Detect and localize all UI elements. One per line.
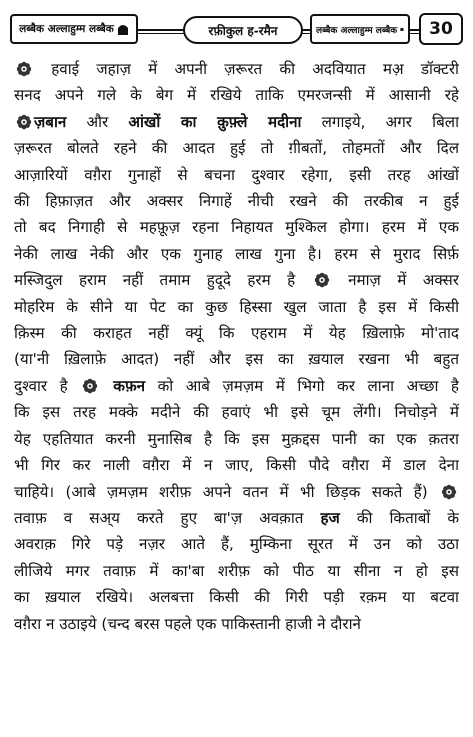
text-segment: अवराक़ गिरे पड़े नज़र आते हैं, मुम्किना सूरत में उन को उठा <box>14 535 459 554</box>
text-segment: तवाफ़ व सअ्य करते हुए बा'ज़ अवक़ात <box>14 508 321 527</box>
text-line <box>14 399 459 425</box>
page-header <box>10 10 463 50</box>
text-segment: की हिफ़ाज़त और अक्सर निगाहें नीची रखने की तरकीब न हुई <box>14 192 459 211</box>
flower-ornament-icon <box>16 114 32 130</box>
bold-term: कफ़न <box>100 376 146 395</box>
text-line <box>14 505 459 531</box>
text-line <box>14 584 459 610</box>
text-line <box>14 109 459 135</box>
header-badge-right <box>310 14 410 44</box>
text-segment: की किताबों के <box>339 508 459 527</box>
mosque-icon <box>400 22 404 36</box>
text-line <box>14 162 459 188</box>
text-segment: कि इस तरह मक्के मदीने की हवाएं भी इसे चूम लेंगी। निचोड़ने में <box>14 403 459 422</box>
text-line <box>14 531 459 557</box>
flower-ornament-icon <box>314 272 330 288</box>
flower-ornament-icon <box>441 484 457 500</box>
text-segment: (या'नी ख़िलाफ़े आदत) नहीं और इस का ख़याल रखना भी बहुत <box>14 350 459 369</box>
text-segment: हवाई जहाज़ में अपनी ज़रूरत की अदवियात मअ़ डॉक्टरी <box>34 60 459 78</box>
mosque-icon <box>117 22 129 36</box>
text-segment: का ख़याल रखिये। अलबत्ता किसी की गिरी पड़ी रक़म या बटवा <box>14 588 459 607</box>
text-segment: और <box>66 112 129 131</box>
page-number-text: 30 <box>429 19 453 39</box>
flower-ornament-icon <box>82 378 98 394</box>
text-line <box>14 373 459 399</box>
page-number <box>419 13 463 45</box>
text-line <box>14 294 459 320</box>
bold-term: हज <box>320 508 340 527</box>
text-line <box>14 452 459 478</box>
text-segment: मोहरिम के सीने या पेट का कुछ हिस्सा खुल जाता है इस में किसी <box>14 297 459 316</box>
text-segment: को आबे ज़मज़म में भिगो कर लाना अच्छा है <box>145 376 459 395</box>
text-line <box>14 346 459 372</box>
body-text <box>14 56 459 637</box>
text-line <box>14 320 459 346</box>
text-segment: तो बद निगाही से महफ़ूज़ रहना निहायत मुश्किल होगा। हरम में एक <box>14 218 459 237</box>
text-line <box>14 56 459 82</box>
text-segment: लीजिये मगर तवाफ़ में का'बा शरीफ़ को पीठ या सीना न हो इस <box>14 561 459 580</box>
flower-ornament-icon <box>16 61 32 77</box>
header-badge-left-text: लब्बैक अल्लाहुम्म लब्बैक <box>19 23 114 35</box>
text-line <box>14 267 459 293</box>
bold-term: ज़बान <box>34 112 67 131</box>
text-line <box>14 214 459 240</box>
text-line <box>14 188 459 214</box>
text-line <box>14 135 459 161</box>
text-segment: येह एहतियात करनी मुनासिब है कि इस मुक़द्दस पानी का एक क़तरा <box>14 429 459 448</box>
text-segment: नमाज़ में अक्सर <box>331 271 459 290</box>
bold-term: आंखों का क़ुफ़्ले मदीना <box>128 112 302 131</box>
page-title-text: रफ़ीकुल ह-रमैन <box>208 23 278 38</box>
text-segment: चाहिये। (आबे ज़मज़म शरीफ़ अपने वतन में भी छिड़क सकते हैं) <box>14 482 439 501</box>
text-segment: वग़ैरा न उठाइये (चन्द बरस पहले एक पाकिस्तानी हाजी ने दौराने <box>14 614 361 633</box>
text-segment: ज़रूरत बोलते रहने की आदत हुई तो ग़ीबतों, तोहमतों और दिल <box>14 139 459 158</box>
text-line <box>14 611 459 637</box>
text-segment: लगाइये, अगर बिला <box>301 112 459 131</box>
text-segment: दुश्वार है <box>14 376 81 395</box>
text-segment: भी गिर कर नाली वग़ैरा में न जाए, किसी पौदे वग़ैरा में डाल देना <box>14 456 459 475</box>
text-segment: सनद अपने गले के बेग में रखिये ताकि एमरजन्सी में आसानी रहे <box>14 86 459 105</box>
text-line <box>14 82 459 108</box>
text-segment: नेकी लाख नेकी और एक गुनाह लाख गुना है। हरम से मुराद सिर्फ़ <box>14 244 459 263</box>
text-line <box>14 426 459 452</box>
header-badge-left <box>10 14 138 44</box>
text-line <box>14 558 459 584</box>
text-segment: क़िस्म की कराहत नहीं क्यूं कि एहराम में येह ख़िलाफ़े मो'ताद <box>14 324 459 343</box>
text-line <box>14 241 459 267</box>
text-line <box>14 479 459 505</box>
text-segment: आज़ारियों वग़ैरा गुनाहों से बचना दुश्वार रहेगा, इसी तरह आंखों <box>14 165 459 184</box>
text-segment: मस्जिदुल हराम नहीं तमाम हुदूदे हरम है <box>14 271 312 290</box>
header-badge-right-text: लब्बैक अल्लाहुम्म लब्बैक <box>316 25 398 36</box>
page-title <box>183 16 303 44</box>
